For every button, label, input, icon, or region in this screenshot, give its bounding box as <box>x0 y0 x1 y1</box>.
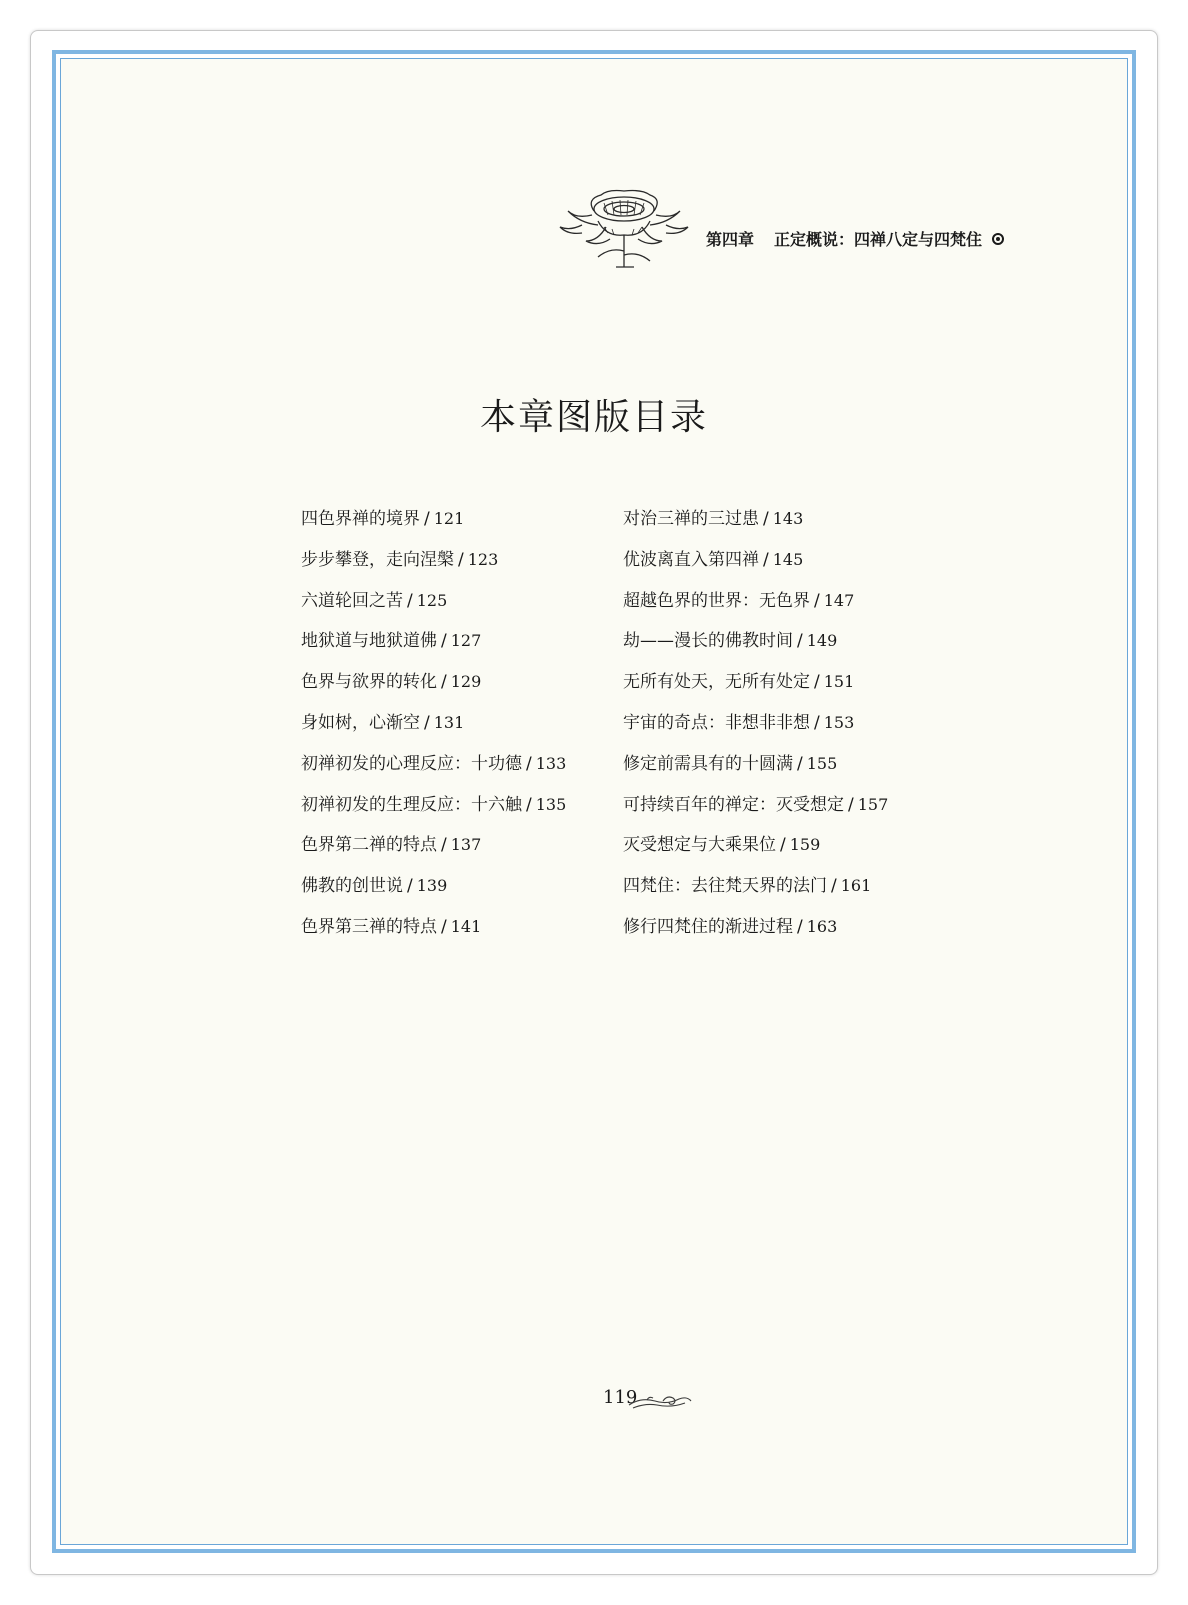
toc-entry-page: 145 <box>772 549 804 569</box>
toc-entry-title: 宇宙的奇点：非想非非想 <box>623 712 810 733</box>
toc-entry-title: 修定前需具有的十圆满 <box>623 753 793 774</box>
toc-entry-page: 127 <box>450 631 482 651</box>
toc-right-column <box>623 499 888 948</box>
toc-entry-title: 六道轮回之苦 <box>301 590 403 611</box>
toc-entry <box>623 662 888 703</box>
toc-entry <box>623 621 888 662</box>
toc-entry <box>301 866 566 907</box>
toc-entry <box>301 581 566 622</box>
toc-entry-separator: / <box>441 835 447 856</box>
toc-entry-page: 147 <box>823 590 855 610</box>
toc-entry-separator: / <box>797 753 803 774</box>
toc-entry-separator: / <box>814 712 820 733</box>
toc-entry-separator: / <box>407 590 413 611</box>
toc-entry <box>301 540 566 581</box>
toc-entry-page: 149 <box>806 631 838 651</box>
toc-entry-page: 123 <box>467 549 499 569</box>
running-head <box>706 227 1004 250</box>
toc-entry-page: 153 <box>823 712 855 732</box>
toc-entry <box>623 825 888 866</box>
toc-entry-title: 修行四梵住的渐进过程 <box>623 916 793 937</box>
toc-entry-title: 超越色界的世界：无色界 <box>623 590 810 611</box>
toc-entry-separator: / <box>763 509 769 529</box>
toc-entry <box>623 540 888 581</box>
toc-entry-title: 地狱道与地狱道佛 <box>301 631 437 652</box>
toc-entry-title: 灭受想定与大乘果位 <box>623 835 776 856</box>
toc-entry-separator: / <box>441 916 447 937</box>
toc-entry-page: 143 <box>772 509 804 528</box>
book-page <box>60 58 1128 1545</box>
toc-entry-title: 四色界禅的境界 <box>301 509 420 529</box>
toc-entry-page: 137 <box>450 835 482 855</box>
toc-entry-title: 身如树，心渐空 <box>301 712 420 733</box>
cloud-scroll-icon <box>627 1393 693 1411</box>
toc-entry-page: 157 <box>857 794 889 814</box>
toc-entry <box>623 866 888 907</box>
toc-entry <box>623 581 888 622</box>
toc-entry-separator: / <box>780 835 786 856</box>
toc-entry-page: 139 <box>416 876 448 896</box>
toc-entry <box>301 499 566 540</box>
toc-entry-separator: / <box>814 590 820 611</box>
toc-entry-page: 135 <box>535 794 567 814</box>
lotus-flower-icon <box>546 181 696 271</box>
toc-entry-separator: / <box>424 509 430 529</box>
toc-entry-separator: / <box>797 916 803 937</box>
page-number: 119 <box>603 1387 638 1408</box>
toc-entry-page: 133 <box>535 753 567 773</box>
toc-entry <box>301 785 566 826</box>
toc-entry-page: 163 <box>806 916 838 936</box>
page-frame <box>52 50 1136 1553</box>
chapter-number: 第四章 <box>706 230 755 249</box>
toc-entry-separator: / <box>763 549 769 570</box>
toc-entry <box>623 703 888 744</box>
toc-entry-title: 色界第三禅的特点 <box>301 916 437 937</box>
toc-left-column <box>301 499 566 948</box>
toc-entry <box>301 907 566 948</box>
toc-entry-separator: / <box>458 549 464 570</box>
toc-entry <box>301 703 566 744</box>
chapter-title: 正定概说：四禅八定与四梵住 <box>774 230 983 249</box>
toc-entry-title: 初禅初发的心理反应：十功德 <box>301 753 522 774</box>
toc-entry-page: 125 <box>416 590 448 610</box>
toc-entry <box>301 744 566 785</box>
toc-entry <box>623 907 888 948</box>
toc-entry-separator: / <box>424 712 430 733</box>
toc-entry <box>623 744 888 785</box>
toc-entry-page: 155 <box>806 753 838 773</box>
toc-entry-title: 色界第二禅的特点 <box>301 835 437 856</box>
toc-entry-title: 色界与欲界的转化 <box>301 672 437 693</box>
toc-entry-page: 161 <box>840 876 872 896</box>
toc-entry-title: 优波离直入第四禅 <box>623 549 759 570</box>
toc-entry-title: 初禅初发的生理反应：十六触 <box>301 794 522 815</box>
toc-entry-separator: / <box>441 631 447 652</box>
toc-entry <box>301 621 566 662</box>
toc-entry-page: 129 <box>450 672 482 692</box>
toc-entry-page: 159 <box>789 835 821 855</box>
toc-entry-separator: / <box>797 631 803 652</box>
toc-entry-title: 对治三禅的三过患 <box>623 509 759 529</box>
toc-entry-title: 四梵住：去往梵天界的法门 <box>623 876 827 897</box>
toc-entry-page: 141 <box>450 916 482 936</box>
page-title: 本章图版目录 <box>479 397 708 438</box>
page-header <box>61 59 1127 359</box>
toc-entry-separator: / <box>831 876 837 897</box>
toc-entry-title: 无所有处天，无所有处定 <box>623 672 810 693</box>
toc-entry <box>623 785 888 826</box>
toc-entry-separator: / <box>848 794 854 815</box>
toc-entry-separator: / <box>526 794 532 815</box>
toc-entry-separator: / <box>526 753 532 774</box>
toc-entry <box>623 499 888 540</box>
toc-entry-title: 可持续百年的禅定：灭受想定 <box>623 794 844 815</box>
toc-entry-page: 121 <box>433 509 465 528</box>
toc-entry-separator: / <box>814 672 820 693</box>
toc-entry-title: 佛教的创世说 <box>301 876 403 897</box>
toc-entry-title: 劫——漫长的佛教时间 <box>623 631 793 652</box>
toc-entry <box>301 825 566 866</box>
toc-entry-page: 131 <box>433 712 465 732</box>
toc-entry-title: 步步攀登，走向涅槃 <box>301 549 454 570</box>
toc-entry-page: 151 <box>823 672 855 692</box>
circle-dot-icon <box>992 233 1004 245</box>
toc-entry-separator: / <box>407 876 413 897</box>
toc-entry-separator: / <box>441 672 447 693</box>
page-folio <box>597 1385 707 1417</box>
toc-entry <box>301 662 566 703</box>
